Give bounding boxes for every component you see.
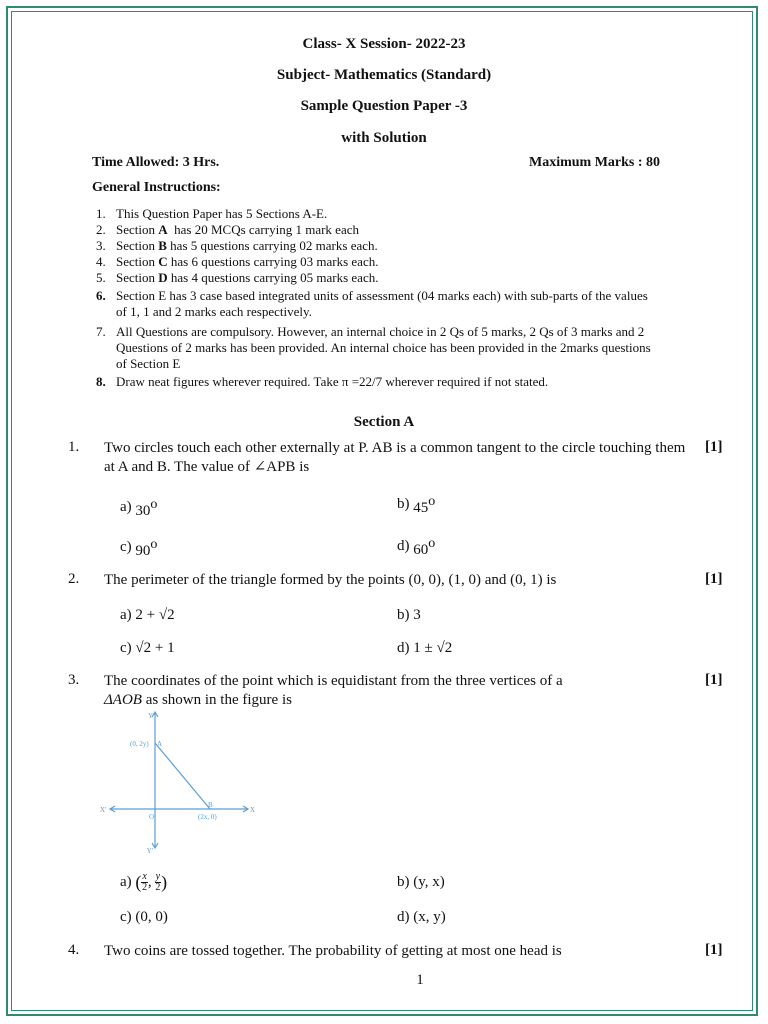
hypotenuse-ab [155, 743, 210, 809]
maximum-marks: Maximum Marks : 80 [529, 155, 661, 170]
instruction-text: has 5 questions carrying 02 marks each. [166, 238, 378, 253]
option-value: (x, y) [413, 909, 446, 925]
question-marks: [1] [705, 942, 723, 958]
degree-symbol: o [428, 494, 436, 509]
degree-symbol: o [150, 497, 158, 512]
question-text: The perimeter of the triangle formed by the points (0, 0), (1, 0) and (0, 1) is [104, 572, 557, 588]
instruction-text: has 6 questions carrying 03 marks each. [167, 254, 379, 269]
option-value: 1 ± √2 [413, 640, 453, 656]
option-value: √2 + 1 [135, 640, 175, 656]
section-letter: C [158, 254, 168, 269]
vertex-a-coord: (0, 2y) [130, 740, 149, 748]
option-value: 2 + √2 [135, 607, 175, 623]
origin-label: O [149, 813, 155, 821]
instruction-number: 1. [96, 206, 106, 221]
with-solution-heading: with Solution [341, 130, 427, 146]
option-label: b) [397, 496, 410, 512]
option-c[interactable] [120, 909, 168, 926]
option-value: 90 [135, 543, 151, 559]
option-b[interactable] [397, 874, 445, 891]
vertex-b-label: B [208, 801, 213, 809]
option-a[interactable]: a) ( $\frac{x}{2}$ , $\frac{y}{2}$ ) [120, 871, 168, 893]
instruction-item [96, 270, 676, 286]
subject-heading: Subject- Mathematics (Standard) [276, 67, 492, 83]
option-value: (0, 0) [135, 909, 168, 925]
instruction-text: has 4 questions carrying 05 marks each. [167, 270, 379, 285]
instruction-text: Section [116, 222, 159, 237]
option-label: c) [120, 539, 132, 555]
class-session-heading: Class- X Session- 2022-23 [302, 36, 466, 52]
vertex-b-coord: (2x, 0) [198, 813, 217, 821]
instruction-item [96, 254, 676, 270]
option-value: 3 [413, 607, 421, 623]
question-number: 1. [68, 439, 80, 455]
question-text [104, 672, 689, 710]
option-a[interactable] [120, 497, 157, 520]
question-marks: [1] [705, 571, 723, 587]
question-text: Two circles touch each other externally at P. AB is a common tangent to the circle touching them at A and B. The value of ∠APB is [104, 440, 686, 475]
option-d[interactable] [397, 909, 446, 926]
question-marks: [1] [705, 439, 723, 455]
option-label: b) [397, 874, 410, 890]
instruction-number: 6. [96, 288, 106, 303]
question-number: 2. [68, 571, 80, 587]
vertex-a-label: A [157, 740, 163, 748]
option-label: d) [397, 909, 410, 925]
option-b[interactable] [397, 607, 421, 624]
degree-symbol: o [428, 536, 436, 551]
question-marks: [1] [705, 672, 723, 688]
instruction-text: has 20 MCQs carrying 1 mark each [167, 222, 359, 237]
instruction-text: Section [116, 238, 159, 253]
question-text-line: The coordinates of the point which is equidistant from the three vertices of a [104, 673, 563, 689]
option-c[interactable] [120, 640, 175, 657]
instruction-item [96, 238, 676, 254]
instruction-number: 2. [96, 222, 106, 237]
option-d[interactable] [397, 640, 452, 657]
option-label: a) [120, 499, 132, 515]
instruction-item [96, 222, 676, 238]
instruction-text: Section E has 3 case based integrated units of assessment (04 marks each) with sub-parts of the values of 1, 1 and 2 marks each respectively. [116, 288, 648, 319]
instruction-item [96, 288, 661, 320]
y-axis-label: Y [147, 712, 153, 720]
question-number: 4. [68, 942, 80, 958]
option-label: a) [120, 607, 132, 623]
instruction-text: Section [116, 254, 159, 269]
instruction-text: This Question Paper has 5 Sections A-E. [116, 206, 328, 221]
question-number: 3. [68, 672, 80, 688]
option-a[interactable] [120, 607, 175, 624]
option-c[interactable] [120, 537, 157, 560]
section-letter: D [158, 270, 168, 285]
x-axis-label: X [250, 806, 256, 814]
fraction-denominator: 2 [155, 882, 161, 893]
instruction-number: 5. [96, 270, 106, 285]
question-text: Two coins are tossed together. The probability of getting at most one head is [104, 943, 562, 959]
option-value: (y, x) [413, 874, 445, 890]
fraction-x-half [141, 872, 147, 893]
triangle-figure [100, 708, 260, 858]
fraction-numerator: x [142, 871, 147, 882]
degree-symbol: o [150, 537, 158, 552]
option-label: d) [397, 538, 410, 554]
section-letter: B [158, 238, 167, 253]
option-label: b) [397, 607, 410, 623]
section-title: Section A [353, 414, 415, 430]
y-neg-label: Y' [146, 847, 153, 855]
instruction-text: Draw neat figures wherever required. Take π =22/7 wherever required if not stated. [116, 374, 549, 389]
option-value: 45 [413, 500, 429, 516]
page-number: 1 [416, 972, 424, 988]
instruction-item [96, 324, 661, 372]
option-value: 60 [413, 542, 429, 558]
instruction-number: 8. [96, 374, 106, 389]
option-d[interactable] [397, 536, 435, 559]
x-neg-label: X' [100, 806, 107, 814]
instruction-item [96, 206, 676, 222]
fraction-numerator: y [155, 871, 161, 882]
question-text-line: as shown in the figure is [141, 692, 292, 708]
general-instructions-title: General Instructions: [92, 180, 221, 195]
instruction-number: 4. [96, 254, 106, 269]
fraction-denominator: 2 [142, 882, 148, 893]
option-value: 30 [135, 503, 151, 519]
option-b[interactable] [397, 494, 435, 517]
instruction-item [96, 374, 676, 390]
paper-title: Sample Question Paper -3 [300, 98, 468, 114]
section-letter: A [158, 222, 168, 237]
instruction-text: Section [116, 270, 159, 285]
option-label: d) [397, 640, 410, 656]
triangle-label: ΔAOB [104, 692, 142, 708]
option-label: c) [120, 909, 132, 925]
instruction-number: 3. [96, 238, 106, 253]
instruction-number: 7. [96, 324, 106, 339]
time-allowed: Time Allowed: 3 Hrs. [92, 155, 220, 170]
option-label: c) [120, 640, 132, 656]
instruction-text: All Questions are compulsory. However, an internal choice in 2 Qs of 5 marks, 2 Qs of 3 marks and 2 Questions of 2 marks has been provided. An internal choice has been provided in the 2marks questions of Section E [116, 324, 651, 371]
option-label: a) [120, 873, 132, 890]
